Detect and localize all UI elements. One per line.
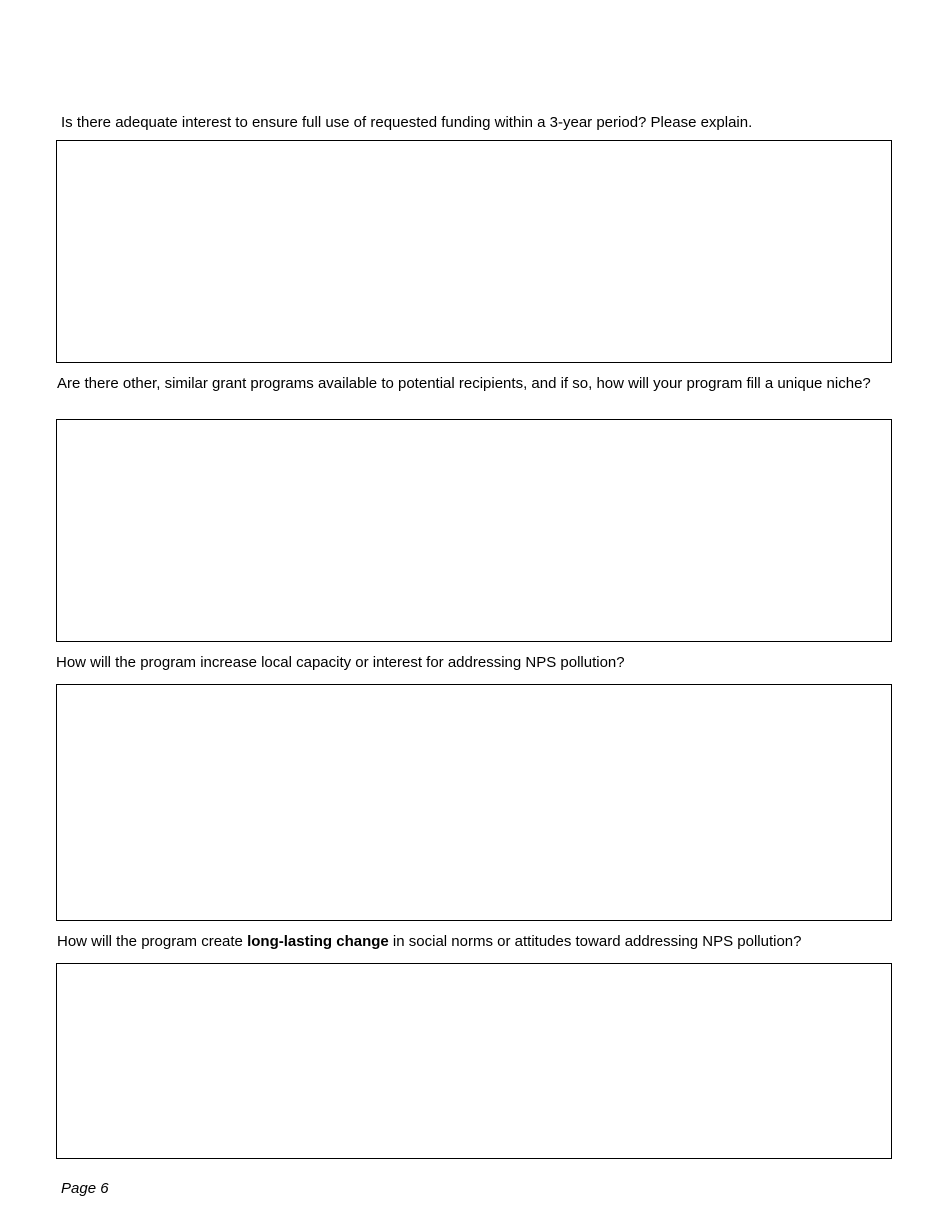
question-long-lasting-change-suffix: in social norms or attitudes toward addressing NPS pollution? — [388, 933, 802, 950]
question-long-lasting-change-emphasis: long-lasting change — [247, 933, 389, 950]
answer-box-local-capacity[interactable] — [56, 684, 892, 921]
question-local-capacity: How will the program increase local capacity or interest for addressing NPS pollution? — [56, 654, 625, 671]
question-long-lasting-change-prefix: How will the program create — [57, 933, 248, 950]
answer-box-long-lasting-change[interactable] — [56, 963, 892, 1159]
question-long-lasting-change — [57, 931, 897, 952]
page-number: Page 6 — [61, 1180, 109, 1197]
answer-box-funding-interest[interactable] — [56, 140, 892, 363]
question-similar-programs: Are there other, similar grant programs available to potential recipients, and if so, how will your program fill a unique niche? — [57, 375, 871, 392]
answer-box-similar-programs[interactable] — [56, 419, 892, 642]
question-funding-interest: Is there adequate interest to ensure full use of requested funding within a 3-year period? Please explain. — [61, 114, 753, 131]
